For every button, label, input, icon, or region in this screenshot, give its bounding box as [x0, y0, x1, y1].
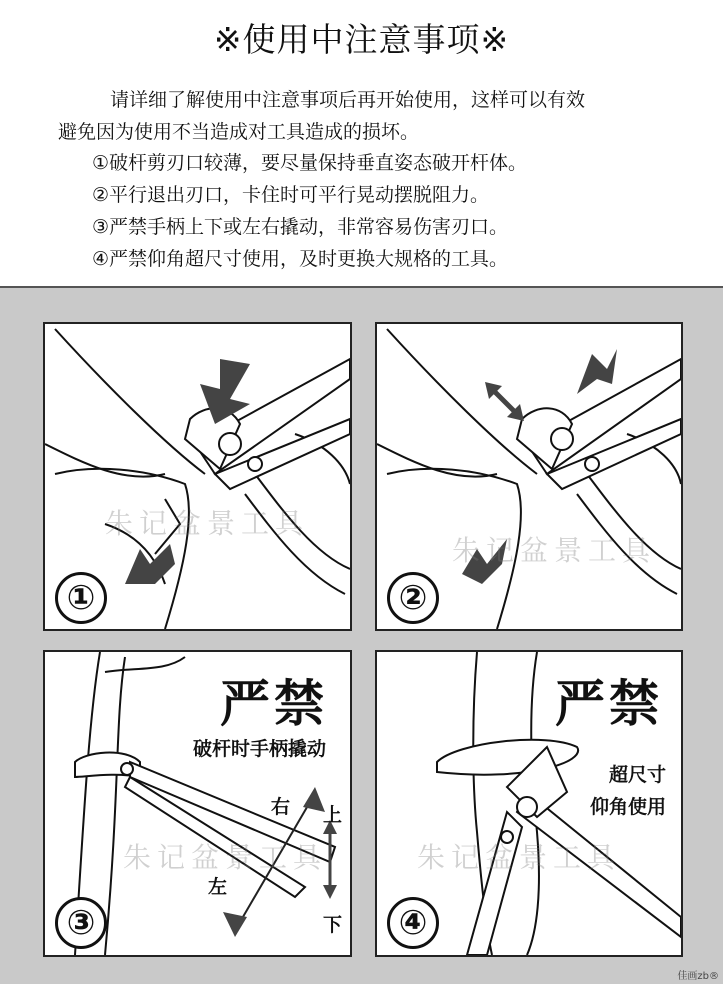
direction-left: 左 [208, 876, 228, 898]
watermark: 朱记盆景工具 [417, 841, 622, 874]
panel-2-parallel-exit [375, 322, 683, 631]
step-number-1: ① [55, 572, 107, 624]
panel-3-no-prying [43, 650, 352, 957]
step-number-2: ② [387, 572, 439, 624]
rule-3: ③严禁手柄上下或左右撬动，非常容易伤害刃口。 [92, 216, 509, 238]
panel-3-caption: 破杆时手柄撬动 [193, 738, 327, 760]
intro-text [58, 84, 678, 148]
page-title: ※使用中注意事项※ [213, 20, 510, 59]
step-number-4: ④ [387, 897, 439, 949]
divider [0, 286, 723, 288]
rule-1: ①破杆剪刃口较薄，要尽量保持垂直姿态破开杆体。 [92, 152, 528, 174]
prohibited-banner: 严禁 [555, 675, 663, 733]
rule-2: ②平行退出刃口，卡住时可平行晃动摆脱阻力。 [92, 184, 490, 206]
direction-up: 上 [323, 804, 343, 826]
prohibited-banner: 严禁 [220, 675, 328, 733]
panel-4-caption-line-2: 仰角使用 [590, 796, 667, 818]
rule-4: ④严禁仰角超尺寸使用，及时更换大规格的工具。 [92, 248, 509, 270]
watermark: 朱记盆景工具 [452, 534, 657, 567]
corner-logo: 佳画zb® [677, 971, 719, 982]
watermark: 朱记盆景工具 [105, 507, 310, 540]
panel-4-caption-line-1: 超尺寸 [609, 764, 667, 786]
panel-1-vertical-cut [43, 322, 352, 631]
direction-right: 右 [271, 796, 291, 818]
step-number-3: ③ [55, 897, 107, 949]
watermark: 朱记盆景工具 [123, 841, 328, 874]
direction-down: 下 [323, 914, 343, 936]
panel-4-no-oversize [375, 650, 683, 957]
instructions-section [0, 0, 723, 286]
intro-line-1: 请详细了解使用中注意事项后再开始使用，这样可以有效 [110, 89, 586, 111]
intro-line-2: 避免因为使用不当造成对工具造成的损坏。 [58, 121, 420, 143]
